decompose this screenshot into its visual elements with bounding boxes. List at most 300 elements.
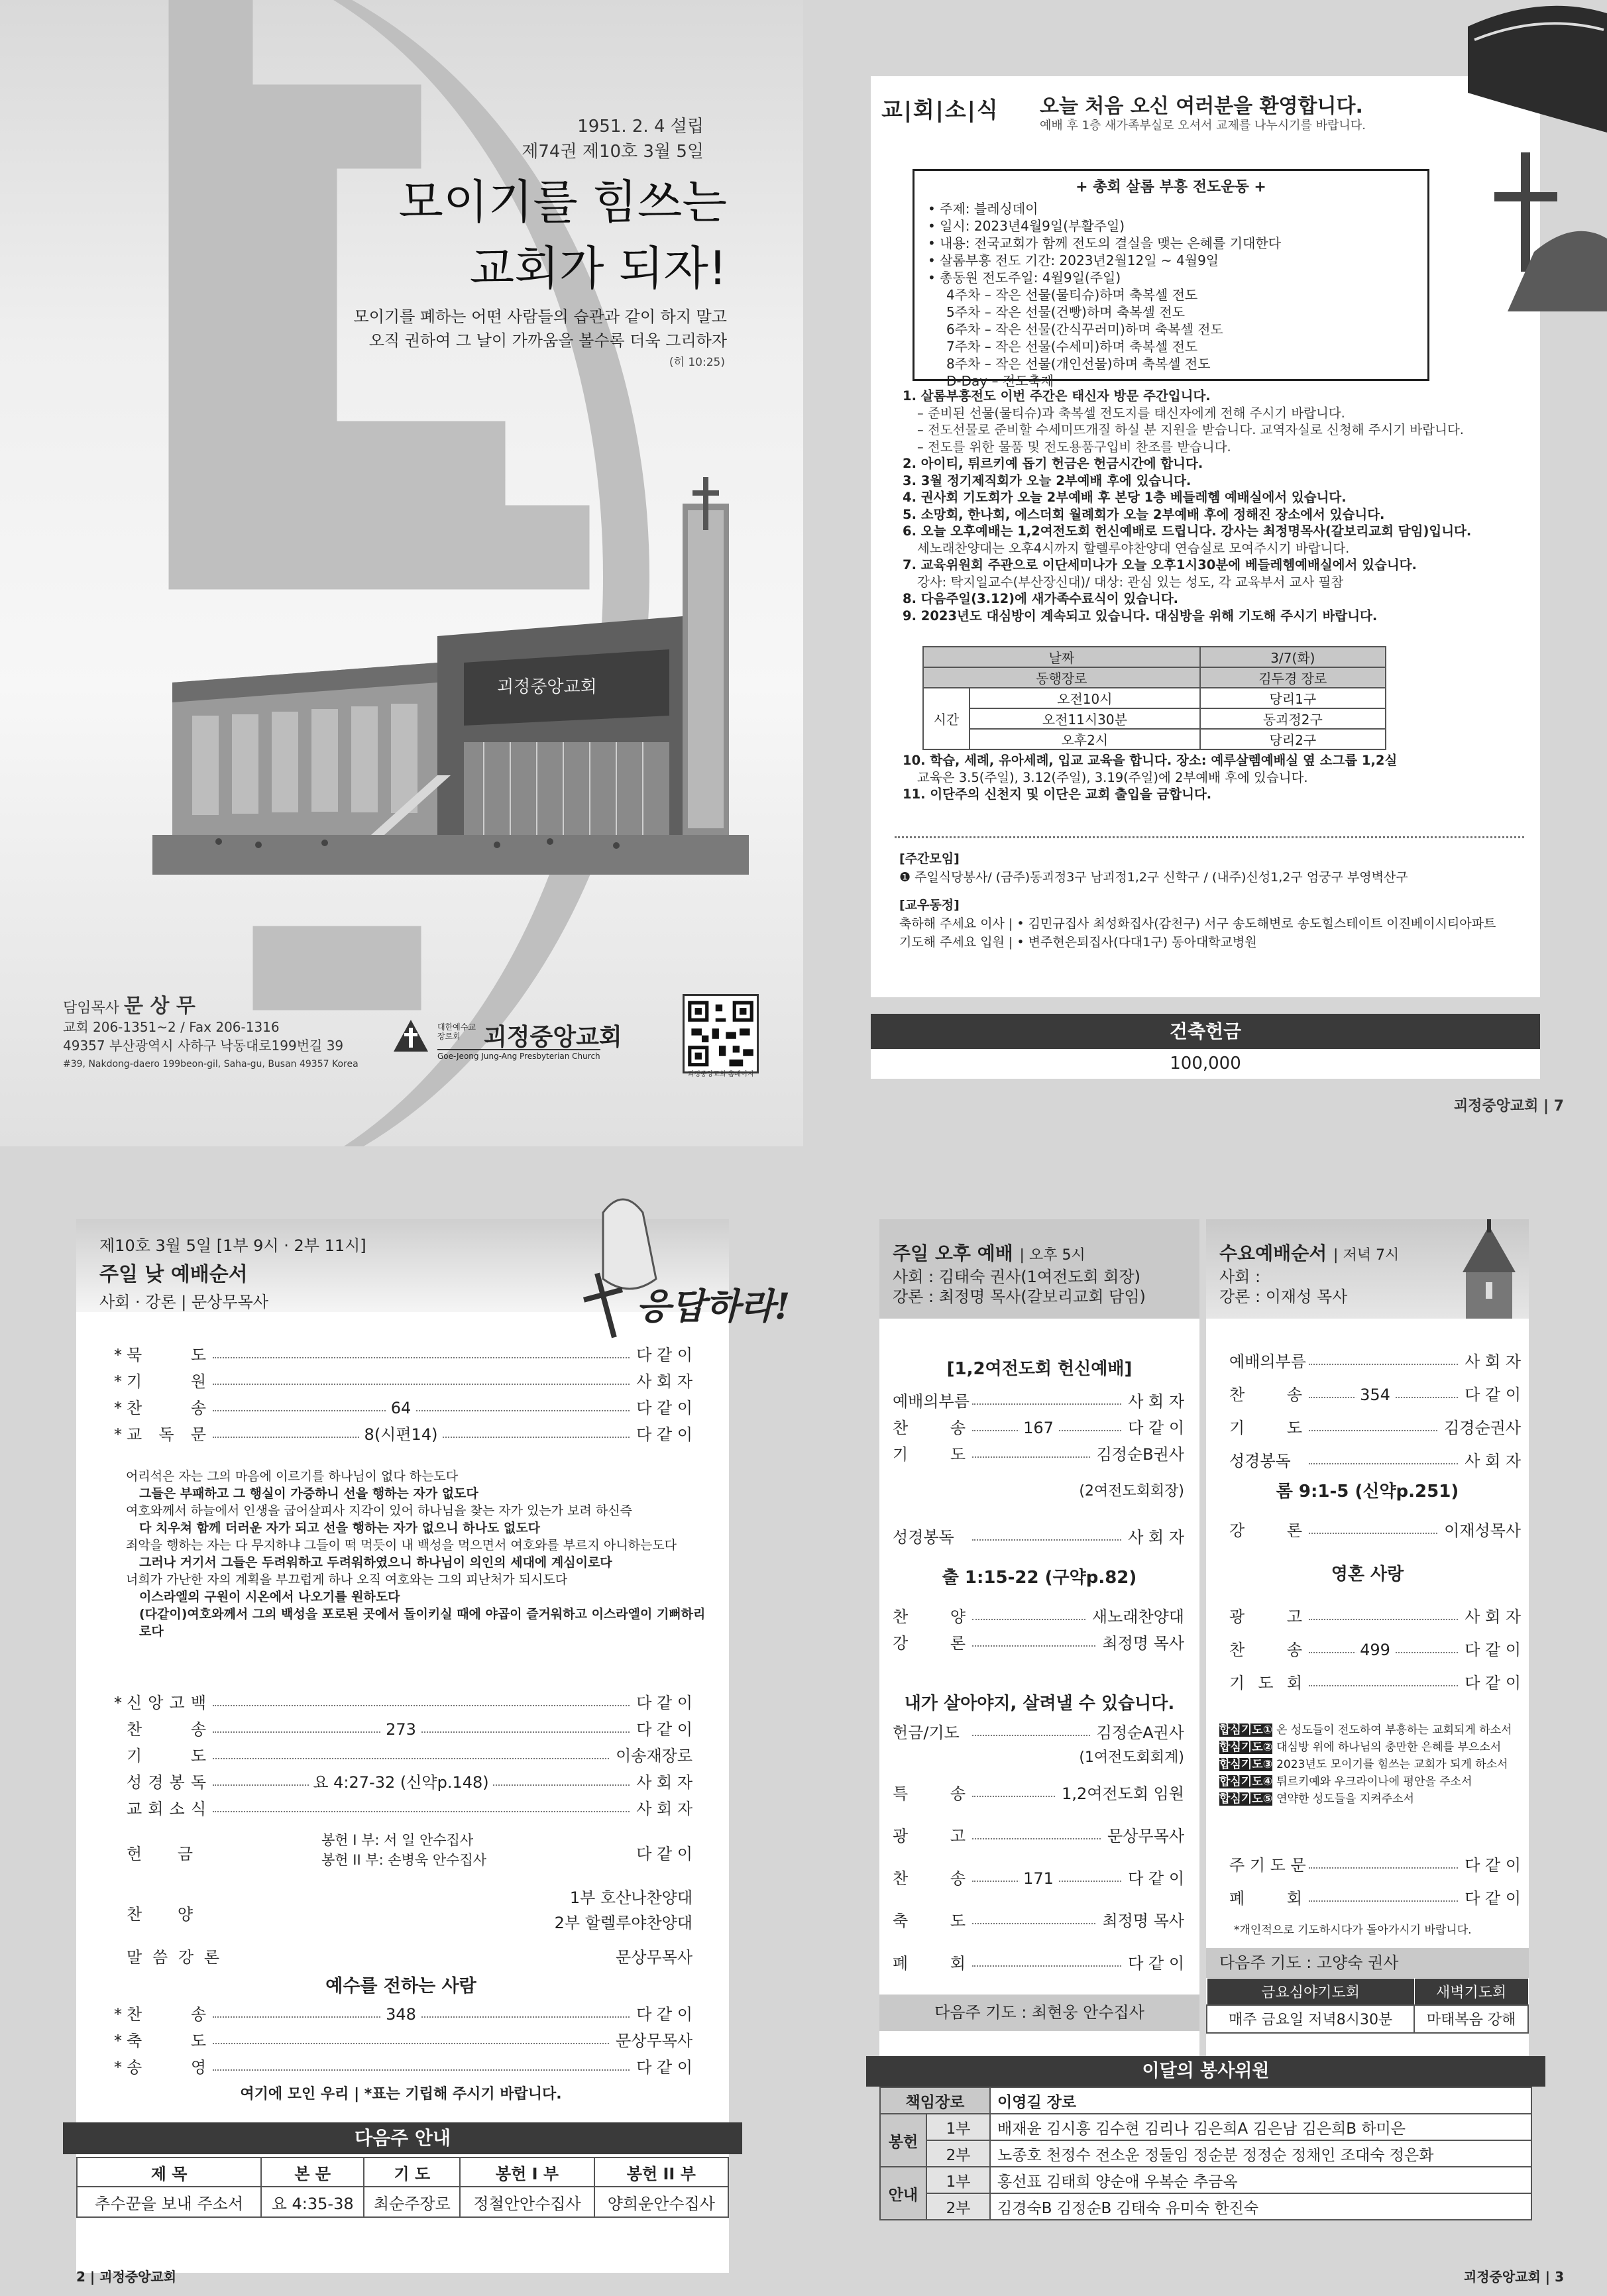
offering-label: 헌 금	[127, 1845, 193, 1863]
order-value: 다 같 이	[1128, 1419, 1184, 1437]
praise-row	[109, 1885, 693, 1938]
banner-text: 응답하라!	[636, 1285, 791, 1327]
order-row	[893, 1441, 1184, 1468]
standing-mark: *	[114, 1346, 122, 1364]
table-cell: 노종호 천정수 전소운 정둘임 정순분 정정순 정채인 조대숙 정은화	[990, 2140, 1531, 2167]
standing-mark: *	[114, 1372, 122, 1391]
order-value: 다 같 이	[636, 1399, 693, 1417]
order-value: 사 회 자	[636, 1372, 693, 1391]
prayer-text: 대심방 위에 하나님의 충만한 은혜를 부으소서	[1276, 1741, 1502, 1754]
prayer-key: 합심기도⑤	[1219, 1792, 1273, 1806]
campaign-week: 5주차 – 작은 선물(건빵)하며 축복셀 전도	[946, 304, 1185, 320]
verse-line-1: 모이기를 폐하는 어떤 사람들의 습관과 같이 하지 말고	[353, 307, 727, 326]
gatherings-title: [주간모임]	[899, 851, 960, 866]
dotted-leader	[972, 1539, 1121, 1541]
dotted-leader	[213, 1705, 630, 1706]
prayer-key: 합심기도②	[1219, 1741, 1273, 1754]
list-item: 강사: 탁지일교수(부산장신대)/ 대상: 관심 있는 성도, 각 교육부서 교사 필참	[917, 574, 1344, 590]
evangelism-campaign-box	[913, 169, 1429, 389]
scripture-line: 다 치우쳐 함께 더러운 자가 되고 선을 행하는 자가 없으니 하나도 없도다	[139, 1521, 541, 1535]
qr-code-icon[interactable]	[683, 994, 759, 1073]
prayer-text: 온 성도들이 전도하여 부흥하는 교회되게 하소서	[1276, 1723, 1512, 1737]
order-label: 묵 도	[127, 1346, 206, 1364]
table-header: 봉헌 II 부	[594, 2158, 728, 2187]
scripture-line: 그들은 부패하고 그 행실이 가증하니 선을 행하는 자가 없도다	[139, 1486, 478, 1501]
afternoon-order-a	[893, 1388, 1184, 1468]
congratulations-line: 축하해 주세요 이사 | • 김민규집사 최성화집사(감천구) 서구 송도해변로 송도힐스테이트 이진베이시티아파트	[899, 916, 1496, 931]
order-row	[1229, 1378, 1521, 1411]
order-value: 다 같 이	[1465, 1889, 1521, 1908]
praise-choirs	[555, 1885, 693, 1936]
table-cell: 추수꾼을 보내 주소서	[77, 2187, 261, 2217]
order-row	[109, 1342, 693, 1368]
wednesday-order-a	[1229, 1345, 1521, 1478]
afternoon-sermon: 내가 살아야지, 살려낼 수 있습니다.	[904, 1694, 1175, 1714]
order-detail: 499	[1356, 1633, 1394, 1667]
table-cell: 1부	[926, 2114, 990, 2140]
wednesday-title-text: 수요예배순서	[1219, 1242, 1327, 1264]
list-item: 4. 권사회 기도회가 오늘 2부예배 후 본당 1층 베들레헴 예배실에서 있습니다.	[903, 490, 1347, 505]
address-english: #39, Nakdong-daero 199beon-gil, Saha-gu, Busan 49357 Korea	[63, 1059, 359, 1069]
dotted-leader	[1309, 1685, 1458, 1686]
building-sign: 괴정중앙교회	[497, 677, 597, 697]
list-item: – 전도선물로 준비할 수세미뜨개질 하실 분 지원을 받습니다. 교역자실로 신청해 주시기 바랍니다.	[917, 422, 1464, 437]
afternoon-order-b	[893, 1524, 1184, 1551]
dotted-leader	[1309, 1430, 1437, 1431]
campaign-line: • 주제: 블레싱데이	[928, 201, 1038, 217]
campaign-week: 8주차 – 작은 선물(개인선물)하며 축복셀 전도	[946, 356, 1211, 372]
order-value: 이재성목사	[1444, 1521, 1521, 1540]
cover-verse	[354, 305, 727, 353]
order-value: 이송재장로	[616, 1747, 693, 1765]
dotted-leader	[972, 1838, 1101, 1839]
order-row	[1229, 1517, 1521, 1544]
order-label: 찬 송	[127, 1720, 206, 1739]
order-row	[109, 1743, 693, 1769]
afternoon-leader: 사회 : 김태숙 권사(1여전도회 회장)	[893, 1268, 1140, 1286]
wednesday-time: | 저녁 7시	[1333, 1247, 1400, 1264]
order-row	[109, 1796, 693, 1822]
list-item: 5. 소망회, 한나회, 에스더회 월례회가 오늘 2부예배 후에 정해진 장소에서 있습니다.	[903, 506, 1385, 522]
choir-second: 2부 할렐루야찬양대	[554, 1914, 693, 1932]
order-detail: 348	[382, 2001, 420, 2028]
list-item: 2. 아이티, 튀르키예 돕기 헌금은 헌금시간에 합니다.	[903, 456, 1203, 471]
wednesday-order-c	[1229, 1600, 1521, 1700]
order-label: 기 도 회	[1229, 1674, 1302, 1692]
scripture-line: 너희가 가난한 자의 계획을 부끄럽게 하나 오직 여호와는 그의 피난처가 되시도다	[126, 1572, 568, 1587]
church-emblem-icon	[391, 1017, 431, 1057]
founding-info	[522, 114, 704, 164]
order-value: 최정명 목사	[1102, 1634, 1184, 1653]
prayer-key: 합심기도④	[1219, 1775, 1273, 1788]
dotted-leader	[1309, 1619, 1458, 1620]
afternoon-leaders	[893, 1267, 1146, 1307]
prayer-text: 2023년도 모이기를 힘쓰는 교회가 되게 하소서	[1276, 1758, 1508, 1771]
campaign-line: • 내용: 전국교회가 함께 전도의 결실을 맺는 은혜를 기대한다	[928, 235, 1282, 251]
afternoon-scripture: 출 1:15-22 (구약p.82)	[942, 1568, 1137, 1588]
sermon-label: 말 씀 강 론	[127, 1948, 219, 1967]
table-cell: 김경숙B 김정순B 김태숙 유미숙 한진숙	[990, 2193, 1531, 2220]
scripture-line: 어리석은 자는 그의 마음에 이르기를 하나님이 없다 하는도다	[126, 1469, 459, 1484]
order-value: 다 같 이	[636, 1694, 693, 1712]
dotted-leader	[213, 1384, 630, 1385]
verse-reference: (히 10:25)	[669, 356, 725, 369]
next-week-title: 다음주 안내	[63, 2122, 742, 2154]
order-label: 찬 송	[127, 2005, 206, 2024]
sermon-title: 예수를 전하는 사람	[325, 1976, 476, 1996]
wednesday-leader: 사회 :	[1219, 1268, 1261, 1286]
praise-label: 찬 양	[127, 1905, 193, 1924]
order-label: 성 경 봉 독	[127, 1773, 206, 1792]
order-row	[893, 1415, 1184, 1441]
order-label: 축 도	[893, 1912, 966, 1930]
afternoon-time: | 오후 5시	[1019, 1247, 1085, 1264]
table-header: 기 도	[364, 2158, 460, 2187]
wednesday-next-pray: 다음주 기도 : 고양숙 권사	[1206, 1948, 1529, 1978]
table-cell: 동괴정2구	[1200, 708, 1386, 729]
table-cell: 매주 금요일 저녁8시30분	[1207, 2005, 1414, 2033]
table-cell: 동행장로	[923, 667, 1200, 688]
list-item: 7. 교육위원회 주관으로 이단세미나가 오늘 오후1시30분에 베들레헴예배실에서 있습니다.	[903, 557, 1417, 573]
list-item: 10. 학습, 세례, 유아세례, 입교 교육을 합니다. 장소: 예루살렘예배실 옆 소그룹 1,2실	[903, 753, 1398, 768]
wednesday-order-b	[1229, 1517, 1521, 1544]
building-fund-title: 건축헌금	[871, 1014, 1540, 1049]
list-item: 9. 2023년도 대심방이 계속되고 있습니다. 대심방을 위해 기도해 주시기 바랍니다.	[903, 608, 1378, 624]
order-label: 찬 송	[127, 1399, 206, 1417]
page-number: 괴정중앙교회 | 7	[1453, 1098, 1564, 1115]
order-label: 강 론	[1229, 1521, 1302, 1540]
order-value: 사 회 자	[1465, 1352, 1521, 1371]
offering-second: 봉헌 II 부: 손병욱 안수집사	[321, 1852, 487, 1868]
dotted-leader	[1309, 1463, 1458, 1464]
news-page	[803, 0, 1607, 1146]
issue-number: 제74권 제10호 3월 5일	[522, 142, 704, 162]
order-label: 기 도	[127, 1747, 206, 1765]
bible-cross-hand-illustration	[1428, 0, 1607, 311]
offering-value: 다 같 이	[636, 1845, 693, 1863]
table-cell: 오전10시	[970, 688, 1200, 708]
news-tag: 교|회|소|식	[881, 97, 999, 123]
list-item: 11. 이단주의 신천지 및 이단은 교회 출입을 금합니다.	[903, 787, 1212, 802]
order-row	[893, 1388, 1184, 1415]
order-label: 주 기 도 문	[1229, 1856, 1306, 1875]
order-row	[1229, 1633, 1521, 1667]
afternoon-next-pray: 다음주 기도 : 최현웅 안수집사	[879, 1995, 1199, 2031]
order-value: 다 같 이	[636, 1720, 693, 1739]
address-korean: 49357 부산광역시 사하구 낙동대로199번길 39	[63, 1038, 344, 1054]
scripture-line: 여호와께서 하늘에서 인생을 굽어살피사 지각이 있어 하나님을 찾는 자가 있는가 보려 하신즉	[126, 1503, 632, 1518]
order-row	[893, 1604, 1184, 1630]
dotted-leader	[972, 1645, 1095, 1647]
order-label: 송 영	[127, 2058, 206, 2077]
afternoon-banner: [1,2여전도회 헌신예배]	[946, 1359, 1133, 1379]
list-item: 6. 오늘 오후예배는 1,2여전도회 헌신예배로 드립니다. 강사는 최정명목사(갈보리교회 담임)입니다.	[903, 523, 1472, 539]
afternoon-title-text: 주일 오후 예배	[893, 1242, 1013, 1264]
order-value: 새노래찬양대	[1091, 1608, 1184, 1626]
table-cell: 시간	[923, 688, 970, 749]
table-cell: 홍선표 김태희 양순애 우복순 추금옥	[990, 2167, 1531, 2193]
responsive-reading	[126, 1468, 709, 1640]
order-row	[1229, 1445, 1521, 1478]
order-value: 최정명 목사	[1102, 1912, 1184, 1930]
afternoon-order-e	[893, 1773, 1184, 1985]
afternoon-pray-sub: (2여전도회회장)	[1079, 1483, 1184, 1500]
choir-first: 1부 호산나찬양대	[569, 1888, 693, 1907]
church-logo	[391, 1017, 669, 1064]
order-detail: 64	[387, 1395, 416, 1421]
order-detail: 171	[1019, 1857, 1058, 1900]
dotted-leader	[972, 1403, 1121, 1405]
joint-prayer-item	[1219, 1722, 1512, 1739]
order-row	[109, 1716, 693, 1743]
scripture-line: 그러나 거기서 그들은 두려워하고 두려워하였으니 하나님이 의인의 세대에 계심이로다	[139, 1555, 612, 1570]
volunteers-title: 이달의 봉사위원	[866, 2056, 1545, 2087]
campaign-weeks	[928, 286, 1414, 390]
building-fund-value: 100,000	[871, 1049, 1540, 1079]
order-row	[109, 1395, 693, 1421]
campaign-line: • 총동원 전도주일: 4월9일(주일)	[928, 270, 1121, 286]
order-row	[893, 1630, 1184, 1657]
campaign-week: D-Day – 전도축제	[946, 373, 1054, 389]
order-row	[893, 1815, 1184, 1857]
phone-fax: 교회 206-1351~2 / Fax 206-1316	[63, 1019, 280, 1035]
order-label: 기 도	[1229, 1419, 1302, 1437]
order-row	[109, 1690, 693, 1716]
wednesday-leaders	[1219, 1267, 1347, 1307]
sermon-preacher: 문상무목사	[616, 1948, 693, 1967]
order-row	[109, 2054, 693, 2081]
offering-row	[109, 1829, 693, 1875]
table-cell: 이영길 장로	[990, 2087, 1531, 2114]
order-value: 다 같 이	[1465, 1641, 1521, 1659]
order-label: 신 앙 고 백	[127, 1694, 206, 1712]
standing-mark: *	[114, 1399, 122, 1417]
dotted-leader	[972, 1965, 1121, 1967]
order-label: 성경봉독	[893, 1528, 954, 1547]
table-header: 금요심야기도회	[1207, 1979, 1414, 2005]
order-label: 교 회 소 식	[127, 1800, 206, 1818]
order-label: 찬 양	[893, 1608, 966, 1626]
list-item: 세노래찬양대는 오후4시까지 할렐루야찬양대 연습실로 모여주시기 바랍니다.	[917, 540, 1350, 556]
gatherings-section	[899, 849, 1535, 952]
next-week-table	[76, 2157, 729, 2218]
page-number: 2 | 괴정중앙교회	[76, 2269, 177, 2285]
order-label: 교 독 문	[127, 1425, 206, 1444]
order-value: 김정순B권사	[1096, 1445, 1184, 1464]
table-cell: 1부	[926, 2167, 990, 2193]
table-cell: 안내	[880, 2167, 926, 2220]
order-value: 사 회 자	[636, 1800, 693, 1818]
order-row	[893, 1720, 1184, 1746]
afternoon-preacher: 강론 : 최정명 목사(갈보리교회 담임)	[893, 1287, 1146, 1306]
order-label: 강 론	[893, 1634, 966, 1653]
standing-mark: *	[114, 2005, 122, 2024]
joint-prayer-item	[1219, 1756, 1512, 1773]
pastor-name: 문 상 무	[124, 995, 195, 1018]
church-contact-info	[63, 997, 359, 1073]
afternoon-title	[893, 1239, 1085, 1266]
table-cell: 당리2구	[1200, 729, 1386, 749]
order-row	[893, 1773, 1184, 1815]
order-label: 광 고	[1229, 1608, 1302, 1626]
list-item: 1. 살롬부흥전도 이번 주간은 태신자 방문 주간입니다.	[903, 388, 1211, 404]
order-value: 다 같 이	[1128, 1954, 1184, 1973]
motto-line-2: 교회가 되자!	[469, 241, 727, 296]
order-value: 다 같 이	[636, 2005, 693, 2024]
campaign-week: 6주차 – 작은 선물(간식꾸러미)하며 축복셀 전도	[946, 321, 1223, 337]
prayer-key: 합심기도①	[1219, 1723, 1273, 1737]
cover-page	[0, 0, 803, 1146]
table-cell: 오후2시	[970, 729, 1200, 749]
table-cell: 2부	[926, 2193, 990, 2220]
order-row	[109, 1769, 693, 1796]
order-label: 찬 송	[893, 1869, 966, 1888]
wednesday-order-d	[1229, 1849, 1521, 1915]
divider	[895, 836, 1524, 838]
table-header: 본 문	[261, 2158, 364, 2187]
order-label: 찬 송	[1229, 1641, 1302, 1659]
dotted-leader	[213, 1731, 630, 1733]
scripture-line: 죄악을 행하는 자는 다 무지하냐 그들이 떡 먹듯이 내 백성을 먹으면서 여호와를 부르지 아니하는도다	[126, 1538, 677, 1553]
motto	[398, 169, 727, 301]
list-item: 8. 다음주일(3.12)에 새가족수료식이 있습니다.	[903, 591, 1179, 606]
joint-prayer-item	[1219, 1773, 1512, 1790]
order-row	[109, 1421, 693, 1448]
order-label: 찬 송	[893, 1419, 966, 1437]
table-header: 제 목	[77, 2158, 261, 2187]
order-row	[1229, 1667, 1521, 1700]
order-value: 다 같 이	[636, 1425, 693, 1444]
order-value: 사 회 자	[1128, 1392, 1184, 1411]
order-value: 다 같 이	[1465, 1856, 1521, 1875]
dotted-leader	[1309, 1867, 1458, 1869]
dotted-leader	[213, 1357, 630, 1358]
dotted-leader	[972, 1456, 1090, 1458]
standing-mark: *	[114, 2032, 122, 2050]
prayer-key: 합심기도③	[1219, 1758, 1273, 1771]
dotted-leader	[213, 1758, 609, 1759]
worship-leader: 사회 · 강론 | 문상무목사	[99, 1293, 268, 1311]
order-value: 다 같 이	[1465, 1386, 1521, 1404]
order-label: 특 송	[893, 1784, 966, 1803]
motto-line-1: 모이기를 힘쓰는	[398, 175, 727, 229]
logo-denomination: 대한예수교 장로회	[437, 1022, 476, 1041]
order-row	[1229, 1882, 1521, 1915]
visitation-schedule-table	[922, 646, 1386, 750]
order-row	[1229, 1411, 1521, 1445]
order-label: 헌금/기도	[893, 1723, 960, 1742]
dotted-leader	[213, 1811, 630, 1812]
gatherings-text: ❶ 주일식당봉사/ (금주)동괴정3구 남괴정1,2구 신학구 / (내주)신성1,2구 엄궁구 부영벽산구	[899, 870, 1408, 885]
table-cell: 봉헌	[880, 2114, 926, 2167]
order-value: 문상무목사	[1107, 1827, 1184, 1845]
dotted-leader	[1309, 1364, 1458, 1365]
prayer-text: 연약한 성도들을 지켜주소서	[1276, 1792, 1414, 1806]
order-label: 예배의부름	[893, 1392, 970, 1411]
order-label: 광 고	[893, 1827, 966, 1845]
table-cell: 요 4:35-38	[261, 2187, 364, 2217]
worship-date: 제10호 3월 5일 [1부 9시 · 2부 11시]	[99, 1236, 366, 1255]
prayer-text: 튀르키예와 우크라이나에 평안을 주소서	[1276, 1775, 1472, 1788]
offering-names	[321, 1830, 486, 1870]
campaign-line: • 살롬부흥 전도 기간: 2023년2월12일 ~ 4월9일	[928, 252, 1219, 268]
order-value: 김경순권사	[1444, 1419, 1521, 1437]
order-value: 김정순A권사	[1096, 1723, 1184, 1742]
joint-prayer-item	[1219, 1739, 1512, 1756]
dotted-leader	[972, 1619, 1085, 1620]
order-row	[109, 1368, 693, 1395]
dotted-leader	[213, 2069, 630, 2071]
table-header: 날짜	[923, 647, 1200, 667]
worship-footer: 여기에 모인 우리 | *표는 기립해 주시기 바랍니다.	[240, 2086, 562, 2103]
order-value: 사 회 자	[1465, 1452, 1521, 1470]
order-detail: 167	[1019, 1415, 1058, 1441]
list-item: 3. 3월 정기제직회가 오늘 2부예배 후에 있습니다.	[903, 472, 1191, 488]
order-row	[893, 1900, 1184, 1942]
news-list-continued	[903, 752, 1525, 803]
church-building-illustration	[152, 464, 749, 875]
order-label: 폐 회	[1229, 1889, 1302, 1908]
table-cell: 책임장로	[880, 2087, 990, 2114]
order-value: 다 같 이	[1128, 1869, 1184, 1888]
qr-caption: 괴정중앙교회 홈페이지	[687, 1071, 754, 1078]
order-value: 다 같 이	[636, 2058, 693, 2077]
campaign-line: • 일시: 2023년4월9일(부활주일)	[928, 218, 1125, 234]
wednesday-scripture: 롬 9:1-5 (신약p.251)	[1276, 1482, 1459, 1502]
order-value: 사 회 자	[1128, 1528, 1184, 1547]
table-cell: 오전11시30분	[970, 708, 1200, 729]
order-row	[1229, 1600, 1521, 1633]
pastor-label: 담임목사	[63, 1000, 120, 1016]
order-value: 다 같 이	[636, 1346, 693, 1364]
order-value: 사 회 자	[1465, 1608, 1521, 1626]
volunteers-table	[879, 2087, 1532, 2220]
scripture-line: (다같이)여호와께서 그의 백성을 포로된 곳에서 돌이키실 때에 야곱이 즐거워하고 이스라엘이 기뻐하리로다	[139, 1607, 706, 1639]
order-detail: 8(시편14)	[360, 1421, 442, 1448]
joint-prayers	[1219, 1722, 1512, 1808]
order-row	[109, 2001, 693, 2028]
dotted-leader	[213, 2043, 609, 2044]
table-cell: 양희운안수집사	[594, 2187, 728, 2217]
order-list-2	[109, 1690, 693, 1822]
campaign-week: 7주차 – 작은 선물(수세미)하며 축복셀 전도	[946, 339, 1198, 355]
verse-line-2: 오직 권하여 그 날이 가까움을 볼수록 더욱 그리하자	[368, 331, 727, 350]
table-cell: 배재윤 김시흥 김수현 김리나 김은희A 김은남 김은희B 하미은	[990, 2114, 1531, 2140]
order-value: 문상무목사	[616, 2032, 693, 2050]
standing-mark: *	[114, 2058, 122, 2077]
afternoon-order-c	[893, 1604, 1184, 1657]
logo-english-name: Goe-Jeong Jung-Ang Presbyterian Church	[437, 1049, 600, 1061]
table-header: 3/7(화)	[1200, 647, 1386, 667]
wednesday-title	[1219, 1239, 1399, 1266]
welcome-subtext: 예배 후 1층 새가족부실로 오셔서 교제를 나누시기를 바랍니다.	[1040, 119, 1366, 133]
order-detail: 354	[1356, 1378, 1394, 1411]
table-cell: 당리1구	[1200, 688, 1386, 708]
table-header: 새벽기도회	[1414, 1979, 1528, 2005]
order-list-3	[109, 2001, 693, 2081]
sermon-row	[109, 1941, 693, 1968]
news-list	[903, 388, 1525, 624]
wednesday-sermon: 영혼 사랑	[1331, 1564, 1404, 1584]
order-label: 찬 송	[1229, 1386, 1302, 1404]
dotted-leader	[972, 1923, 1095, 1924]
order-value: 1,2여전도회 임원	[1062, 1784, 1184, 1803]
list-item: 교육은 3.5(주일), 3.12(주일), 3.19(주일)에 2부예배 후에 있습니다.	[917, 769, 1308, 785]
standing-mark: *	[114, 1694, 122, 1712]
order-label: 폐 회	[893, 1954, 966, 1973]
order-label: 성경봉독	[1229, 1452, 1291, 1470]
welcome-heading: 오늘 처음 오신 여러분을 환영합니다.	[1040, 95, 1363, 118]
